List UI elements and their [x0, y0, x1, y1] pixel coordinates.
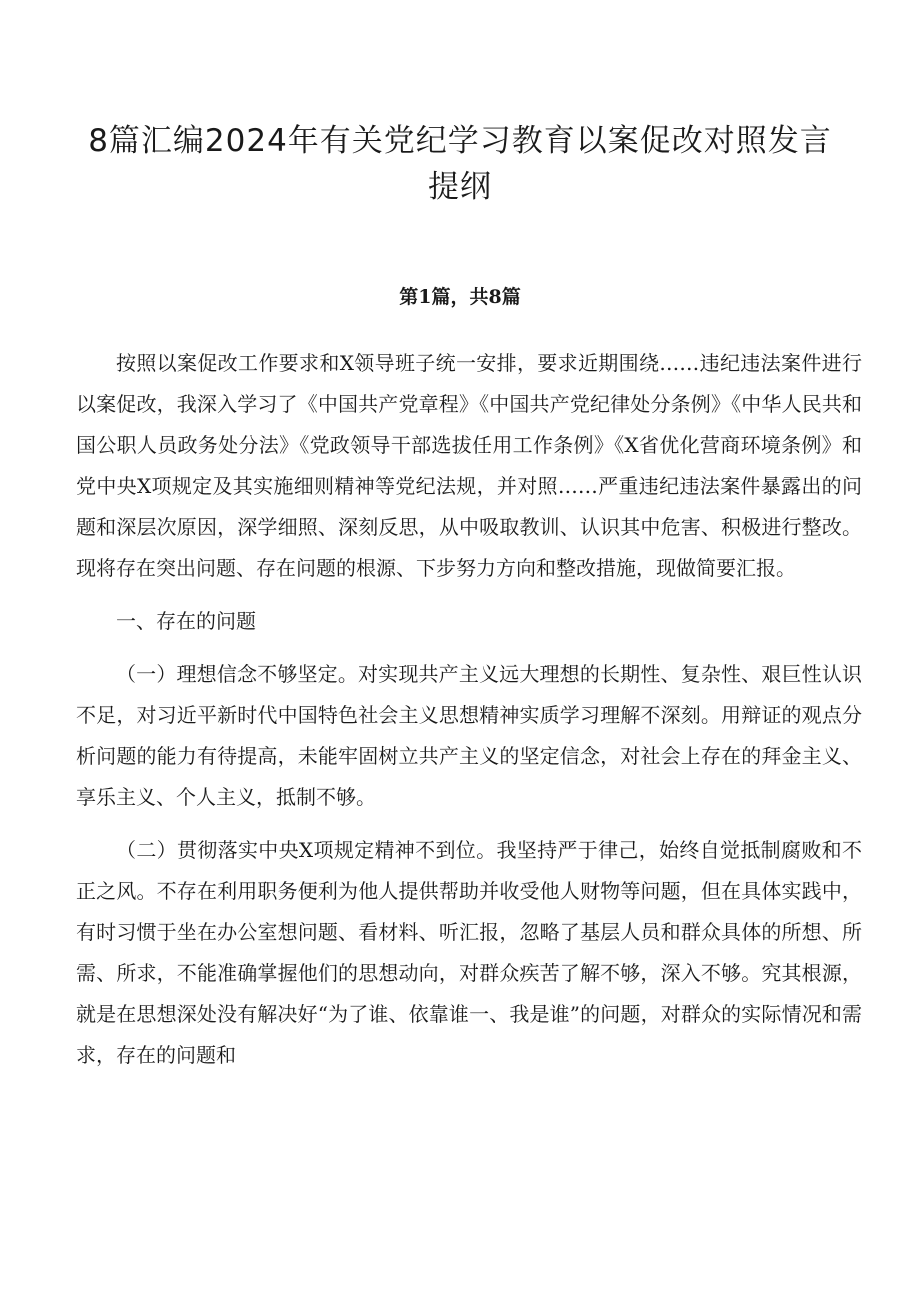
intro-paragraph: 按照以案促改工作要求和X领导班子统一安排，要求近期围绕……违纪违法案件进行以案促改，我深入学习了《中国共产党章程》《中国共产党纪律处分条例》《中华人民共和国公职人员政务处分法》《党政领导干部选拔任用工作条例》《X省优化营商环境条例》和党中央X项规定及其实施细则精神等党纪法规，并对照……严重违纪违法案件暴露出的问题和深层次原因，深学细照、深刻反思，从中吸取教训、认识其中危害、积极进行整改。现将存在突出问题、存在问题的根源、下步努力方向和整改措施，现做简要汇报。: [76, 351, 862, 580]
section-heading: 一、存在的问题: [116, 609, 256, 633]
body-paragraph: （二）贯彻落实中央X项规定精神不到位。我坚持严于律己，始终自觉抵制腐败和不正之风。不存在利用职务便利为他人提供帮助并收受他人财物等问题，但在具体实践中，有时习惯于坐在办公室想问题、看材料、听汇报，忽略了基层人员和群众具体的所想、所需、所求，不能准确掌握他们的思想动向，对群众疾苦了解不够，深入不够。究其根源，就是在思想深处没有解决好“为了谁、依靠谁一、我是谁”的问题，对群众的实际情况和需求，存在的问题和: [76, 838, 862, 1067]
body-paragraph: （一）理想信念不够坚定。对实现共产主义远大理想的长期性、复杂性、艰巨性认识不足，对习近平新时代中国特色社会主义思想精神实质学习理解不深刻。用辩证的观点分析问题的能力有待提高，未能牢固树立共产主义的坚定信念，对社会上存在的拜金主义、享乐主义、个人主义，抵制不够。: [76, 662, 862, 809]
document-body: [76, 343, 862, 1076]
document-title: 8篇汇编2024年有关党纪学习教育以案促改对照发言提纲: [88, 123, 832, 205]
document-subtitle: 第1篇，共8篇: [399, 286, 521, 308]
